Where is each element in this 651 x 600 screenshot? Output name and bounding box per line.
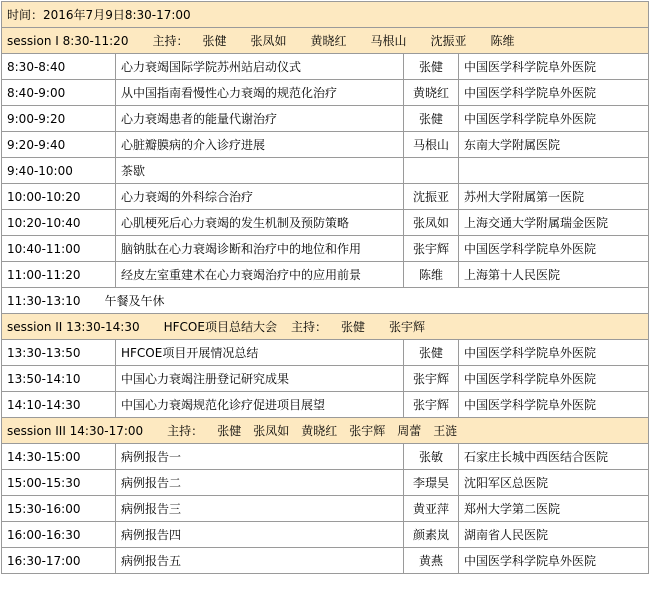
talk-organization: 苏州大学附属第一医院 [459, 184, 649, 210]
talk-row [2, 340, 649, 366]
talk-organization: 中国医学科学院阜外医院 [459, 392, 649, 418]
talk-topic: 病例报告三 [116, 496, 404, 522]
talk-row [2, 158, 649, 184]
break-row [2, 288, 649, 314]
talk-row [2, 496, 649, 522]
talk-topic: 病例报告五 [116, 548, 404, 574]
talk-time: 9:40-10:00 [2, 158, 116, 184]
session-chairs: 张健 张凤如 黄晓红 张宇辉 周蕾 王涟 [217, 424, 458, 438]
talk-topic: 心脏瓣膜病的介入诊疗进展 [116, 132, 404, 158]
talk-organization: 郑州大学第二医院 [459, 496, 649, 522]
talk-speaker: 张敏 [404, 444, 459, 470]
talk-time: 13:30-13:50 [2, 340, 116, 366]
break-text: 午餐及午休 [104, 294, 165, 308]
talk-time: 15:30-16:00 [2, 496, 116, 522]
talk-row [2, 132, 649, 158]
session-header-row [2, 28, 649, 54]
session-header-cell [2, 314, 649, 340]
talk-row [2, 80, 649, 106]
talk-row [2, 548, 649, 574]
session-header-cell [2, 28, 649, 54]
talk-topic: 经皮左室重建术在心力衰竭治疗中的应用前景 [116, 262, 404, 288]
talk-speaker: 黄晓红 [404, 80, 459, 106]
session-title: session III 14:30-17:00 [7, 424, 144, 438]
talk-topic: 中国心力衰竭规范化诊疗促进项目展望 [116, 392, 404, 418]
talk-time: 10:00-10:20 [2, 184, 116, 210]
session-header-row [2, 418, 649, 444]
talk-speaker: 张宇辉 [404, 236, 459, 262]
talk-speaker: 张凤如 [404, 210, 459, 236]
talk-organization: 沈阳军区总医院 [459, 470, 649, 496]
talk-organization: 东南大学附属医院 [459, 132, 649, 158]
talk-time: 13:50-14:10 [2, 366, 116, 392]
talk-topic: 病例报告一 [116, 444, 404, 470]
talk-speaker: 张健 [404, 340, 459, 366]
session-header-cell [2, 418, 649, 444]
time-label: 时间： [7, 8, 44, 22]
talk-speaker: 张健 [404, 54, 459, 80]
talk-organization: 中国医学科学院阜外医院 [459, 80, 649, 106]
header-row [2, 2, 649, 28]
talk-organization: 中国医学科学院阜外医院 [459, 236, 649, 262]
talk-row [2, 184, 649, 210]
talk-organization: 中国医学科学院阜外医院 [459, 340, 649, 366]
schedule-table [1, 1, 649, 574]
talk-speaker: 黄亚萍 [404, 496, 459, 522]
talk-row [2, 106, 649, 132]
talk-organization [459, 158, 649, 184]
session-header-row [2, 314, 649, 340]
header-cell [2, 2, 649, 28]
session-chairs: 张健 张凤如 黄晓红 马根山 沈振亚 陈维 [202, 34, 515, 48]
talk-topic: 心力衰竭患者的能量代谢治疗 [116, 106, 404, 132]
session-title: session I 8:30-11:20 [7, 34, 129, 48]
chair-label: 主持： [290, 320, 327, 334]
talk-row [2, 210, 649, 236]
session-title: session II 13:30-14:30 [7, 320, 140, 334]
chair-label: 主持： [152, 34, 189, 48]
talk-time: 16:00-16:30 [2, 522, 116, 548]
session-chairs: 张健 张宇辉 [340, 320, 425, 334]
talk-speaker: 颜素岚 [404, 522, 459, 548]
talk-time: 14:30-15:00 [2, 444, 116, 470]
talk-row [2, 522, 649, 548]
talk-row [2, 470, 649, 496]
talk-topic: 从中国指南看慢性心力衰竭的规范化治疗 [116, 80, 404, 106]
talk-topic: 茶歇 [116, 158, 404, 184]
talk-time: 8:30-8:40 [2, 54, 116, 80]
talk-topic: 病例报告二 [116, 470, 404, 496]
talk-speaker: 沈振亚 [404, 184, 459, 210]
talk-time: 16:30-17:00 [2, 548, 116, 574]
talk-speaker: 马根山 [404, 132, 459, 158]
talk-row [2, 236, 649, 262]
talk-speaker: 张宇辉 [404, 392, 459, 418]
talk-organization: 中国医学科学院阜外医院 [459, 548, 649, 574]
break-time: 11:30-13:10 [7, 294, 81, 308]
chair-label: 主持： [167, 424, 204, 438]
talk-row [2, 392, 649, 418]
talk-time: 14:10-14:30 [2, 392, 116, 418]
talk-topic: 病例报告四 [116, 522, 404, 548]
talk-speaker: 李璟昊 [404, 470, 459, 496]
talk-organization: 上海第十人民医院 [459, 262, 649, 288]
talk-row [2, 54, 649, 80]
talk-speaker: 张宇辉 [404, 366, 459, 392]
talk-organization: 湖南省人民医院 [459, 522, 649, 548]
talk-time: 10:20-10:40 [2, 210, 116, 236]
talk-time: 9:00-9:20 [2, 106, 116, 132]
talk-organization: 中国医学科学院阜外医院 [459, 106, 649, 132]
talk-row [2, 444, 649, 470]
talk-time: 9:20-9:40 [2, 132, 116, 158]
talk-time: 8:40-9:00 [2, 80, 116, 106]
event-date-time: 2016年7月9日8:30-17:00 [43, 8, 191, 22]
break-cell [2, 288, 649, 314]
talk-speaker [404, 158, 459, 184]
talk-organization: 中国医学科学院阜外医院 [459, 54, 649, 80]
talk-topic: 心肌梗死后心力衰竭的发生机制及预防策略 [116, 210, 404, 236]
talk-row [2, 262, 649, 288]
talk-speaker: 陈维 [404, 262, 459, 288]
schedule-body [2, 2, 649, 574]
session-subtitle: HFCOE项目总结大会 [163, 320, 277, 334]
talk-organization: 上海交通大学附属瑞金医院 [459, 210, 649, 236]
talk-topic: 心力衰竭的外科综合治疗 [116, 184, 404, 210]
talk-topic: 心力衰竭国际学院苏州站启动仪式 [116, 54, 404, 80]
talk-time: 10:40-11:00 [2, 236, 116, 262]
talk-speaker: 黄燕 [404, 548, 459, 574]
talk-organization: 中国医学科学院阜外医院 [459, 366, 649, 392]
talk-time: 11:00-11:20 [2, 262, 116, 288]
talk-time: 15:00-15:30 [2, 470, 116, 496]
talk-organization: 石家庄长城中西医结合医院 [459, 444, 649, 470]
talk-topic: 脑钠肽在心力衰竭诊断和治疗中的地位和作用 [116, 236, 404, 262]
talk-speaker: 张健 [404, 106, 459, 132]
talk-row [2, 366, 649, 392]
talk-topic: HFCOE项目开展情况总结 [116, 340, 404, 366]
talk-topic: 中国心力衰竭注册登记研究成果 [116, 366, 404, 392]
